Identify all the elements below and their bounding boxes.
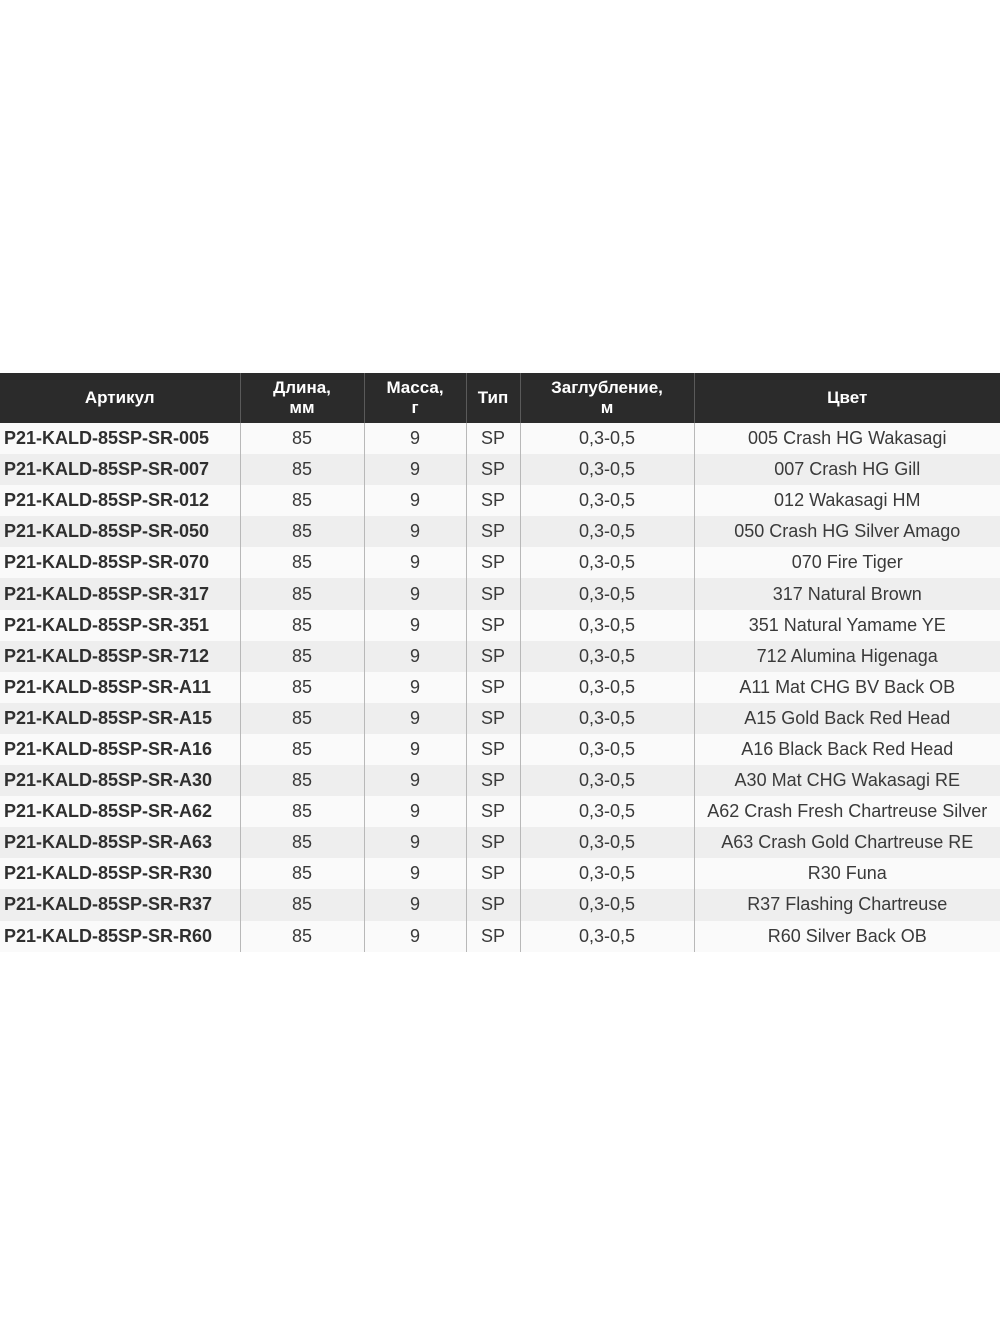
depth-cell: 0,3-0,5 <box>520 423 694 454</box>
table-row <box>0 672 1000 703</box>
type-cell: SP <box>466 889 520 920</box>
length-cell: 85 <box>240 889 364 920</box>
table-row <box>0 485 1000 516</box>
article-cell: P21-KALD-85SP-SR-R60 <box>0 921 240 952</box>
type-cell: SP <box>466 547 520 578</box>
depth-cell: 0,3-0,5 <box>520 921 694 952</box>
type-cell: SP <box>466 516 520 547</box>
depth-cell: 0,3-0,5 <box>520 454 694 485</box>
article-cell: P21-KALD-85SP-SR-A63 <box>0 827 240 858</box>
length-cell: 85 <box>240 454 364 485</box>
weight-cell: 9 <box>364 921 466 952</box>
weight-cell: 9 <box>364 734 466 765</box>
depth-cell: 0,3-0,5 <box>520 889 694 920</box>
table-row <box>0 796 1000 827</box>
color-cell: 351 Natural Yamame YE <box>694 610 1000 641</box>
color-cell: R60 Silver Back OB <box>694 921 1000 952</box>
length-cell: 85 <box>240 516 364 547</box>
color-cell: 050 Crash HG Silver Amago <box>694 516 1000 547</box>
header-length: Длина, мм <box>240 373 364 423</box>
type-cell: SP <box>466 734 520 765</box>
length-cell: 85 <box>240 578 364 609</box>
article-cell: P21-KALD-85SP-SR-050 <box>0 516 240 547</box>
article-cell: P21-KALD-85SP-SR-A11 <box>0 672 240 703</box>
color-cell: 070 Fire Tiger <box>694 547 1000 578</box>
article-cell: P21-KALD-85SP-SR-R30 <box>0 858 240 889</box>
length-cell: 85 <box>240 485 364 516</box>
article-cell: P21-KALD-85SP-SR-R37 <box>0 889 240 920</box>
length-cell: 85 <box>240 641 364 672</box>
type-cell: SP <box>466 672 520 703</box>
article-cell: P21-KALD-85SP-SR-351 <box>0 610 240 641</box>
length-cell: 85 <box>240 827 364 858</box>
article-cell: P21-KALD-85SP-SR-A15 <box>0 703 240 734</box>
table-row <box>0 734 1000 765</box>
weight-cell: 9 <box>364 858 466 889</box>
type-cell: SP <box>466 703 520 734</box>
article-cell: P21-KALD-85SP-SR-A30 <box>0 765 240 796</box>
color-cell: A63 Crash Gold Chartreuse RE <box>694 827 1000 858</box>
depth-cell: 0,3-0,5 <box>520 641 694 672</box>
length-cell: 85 <box>240 921 364 952</box>
weight-cell: 9 <box>364 516 466 547</box>
depth-cell: 0,3-0,5 <box>520 610 694 641</box>
spec-table <box>0 373 1000 952</box>
type-cell: SP <box>466 485 520 516</box>
weight-cell: 9 <box>364 765 466 796</box>
color-cell: R37 Flashing Chartreuse <box>694 889 1000 920</box>
type-cell: SP <box>466 796 520 827</box>
depth-cell: 0,3-0,5 <box>520 485 694 516</box>
table-header <box>0 373 1000 423</box>
weight-cell: 9 <box>364 578 466 609</box>
table-row <box>0 578 1000 609</box>
length-cell: 85 <box>240 796 364 827</box>
article-cell: P21-KALD-85SP-SR-712 <box>0 641 240 672</box>
length-cell: 85 <box>240 765 364 796</box>
table-row <box>0 703 1000 734</box>
depth-cell: 0,3-0,5 <box>520 734 694 765</box>
article-cell: P21-KALD-85SP-SR-A16 <box>0 734 240 765</box>
color-cell: A15 Gold Back Red Head <box>694 703 1000 734</box>
weight-cell: 9 <box>364 423 466 454</box>
table-row <box>0 921 1000 952</box>
table-row <box>0 547 1000 578</box>
depth-cell: 0,3-0,5 <box>520 827 694 858</box>
article-cell: P21-KALD-85SP-SR-012 <box>0 485 240 516</box>
article-cell: P21-KALD-85SP-SR-070 <box>0 547 240 578</box>
color-cell: 012 Wakasagi HM <box>694 485 1000 516</box>
weight-cell: 9 <box>364 827 466 858</box>
weight-cell: 9 <box>364 454 466 485</box>
depth-cell: 0,3-0,5 <box>520 765 694 796</box>
type-cell: SP <box>466 921 520 952</box>
article-cell: P21-KALD-85SP-SR-005 <box>0 423 240 454</box>
depth-cell: 0,3-0,5 <box>520 796 694 827</box>
type-cell: SP <box>466 423 520 454</box>
table-row <box>0 423 1000 454</box>
weight-cell: 9 <box>364 672 466 703</box>
article-cell: P21-KALD-85SP-SR-317 <box>0 578 240 609</box>
color-cell: 317 Natural Brown <box>694 578 1000 609</box>
type-cell: SP <box>466 858 520 889</box>
header-weight: Масса, г <box>364 373 466 423</box>
color-cell: A62 Crash Fresh Chartreuse Silver <box>694 796 1000 827</box>
depth-cell: 0,3-0,5 <box>520 547 694 578</box>
table-row <box>0 641 1000 672</box>
type-cell: SP <box>466 641 520 672</box>
depth-cell: 0,3-0,5 <box>520 578 694 609</box>
type-cell: SP <box>466 610 520 641</box>
length-cell: 85 <box>240 734 364 765</box>
type-cell: SP <box>466 454 520 485</box>
depth-cell: 0,3-0,5 <box>520 516 694 547</box>
table-row <box>0 516 1000 547</box>
depth-cell: 0,3-0,5 <box>520 672 694 703</box>
weight-cell: 9 <box>364 796 466 827</box>
length-cell: 85 <box>240 672 364 703</box>
weight-cell: 9 <box>364 610 466 641</box>
color-cell: R30 Funa <box>694 858 1000 889</box>
weight-cell: 9 <box>364 485 466 516</box>
header-article: Артикул <box>0 373 240 423</box>
color-cell: A11 Mat CHG BV Back OB <box>694 672 1000 703</box>
header-row <box>0 373 1000 423</box>
type-cell: SP <box>466 578 520 609</box>
color-cell: 007 Crash HG Gill <box>694 454 1000 485</box>
depth-cell: 0,3-0,5 <box>520 858 694 889</box>
header-depth: Заглубление, м <box>520 373 694 423</box>
header-type: Тип <box>466 373 520 423</box>
length-cell: 85 <box>240 610 364 641</box>
weight-cell: 9 <box>364 547 466 578</box>
header-color: Цвет <box>694 373 1000 423</box>
color-cell: A30 Mat CHG Wakasagi RE <box>694 765 1000 796</box>
type-cell: SP <box>466 827 520 858</box>
color-cell: 712 Alumina Higenaga <box>694 641 1000 672</box>
table-row <box>0 827 1000 858</box>
weight-cell: 9 <box>364 889 466 920</box>
length-cell: 85 <box>240 703 364 734</box>
length-cell: 85 <box>240 858 364 889</box>
color-cell: 005 Crash HG Wakasagi <box>694 423 1000 454</box>
type-cell: SP <box>466 765 520 796</box>
table-row <box>0 454 1000 485</box>
color-cell: A16 Black Back Red Head <box>694 734 1000 765</box>
article-cell: P21-KALD-85SP-SR-007 <box>0 454 240 485</box>
table-row <box>0 889 1000 920</box>
depth-cell: 0,3-0,5 <box>520 703 694 734</box>
weight-cell: 9 <box>364 641 466 672</box>
table-row <box>0 765 1000 796</box>
table-row <box>0 610 1000 641</box>
table-body <box>0 423 1000 952</box>
article-cell: P21-KALD-85SP-SR-A62 <box>0 796 240 827</box>
table-row <box>0 858 1000 889</box>
length-cell: 85 <box>240 547 364 578</box>
length-cell: 85 <box>240 423 364 454</box>
weight-cell: 9 <box>364 703 466 734</box>
